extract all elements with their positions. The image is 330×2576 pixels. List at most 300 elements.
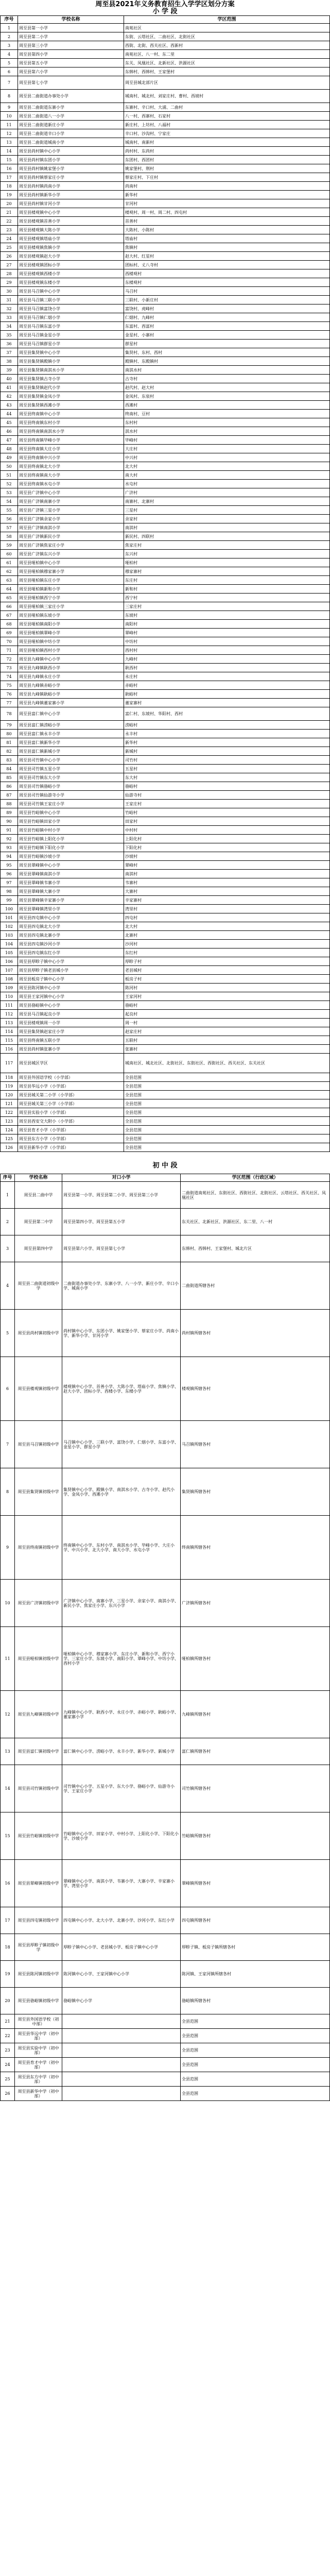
serial-cell: 17	[1, 173, 18, 182]
school-name-cell: 周至县广济镇南寨小学	[18, 497, 124, 506]
school-name-cell: 周至县九峰镇耿峪小学	[18, 690, 124, 699]
table-row	[1, 418, 330, 427]
school-name-cell: 周至县广济镇余家小学	[18, 515, 124, 523]
school-name-cell: 周至县二曲街道初级中学	[15, 1262, 62, 1310]
district-range-cell: 翠峰村	[124, 629, 330, 637]
serial-cell: 109	[1, 984, 18, 992]
school-name-cell: 周至县翠峰镇南淇小学	[18, 870, 124, 878]
district-range-cell: 耿西村	[124, 664, 330, 672]
serial-cell: 67	[1, 611, 18, 620]
district-range-cell: 西滩村	[124, 401, 330, 410]
district-range-cell: 哑柏村	[124, 558, 330, 567]
serial-cell: 53	[1, 488, 18, 497]
district-range-cell: 全县范围	[124, 1126, 330, 1134]
school-name-cell: 周至县司竹镇王家庄小学	[18, 800, 124, 808]
school-name-cell: 周至县尚村镇东团小学	[18, 156, 124, 164]
feeder-primary-cell: 竹峪镇中心小学、田家小学、中村小学、上阳化小学、下阳化小学、沙坡小学	[62, 1812, 181, 1860]
school-name-cell: 周至县第四小学	[18, 50, 124, 59]
school-name-cell: 周至县第五小学	[18, 59, 124, 67]
district-range-cell: 董家寨村	[124, 699, 330, 707]
table-row	[1, 773, 330, 782]
serial-cell: 91	[1, 826, 18, 835]
district-range-cell: 张寨村	[124, 1045, 330, 1054]
table-row	[1, 164, 330, 173]
serial-cell: 110	[1, 992, 18, 1001]
serial-cell: 16	[1, 1860, 15, 1907]
serial-cell: 26	[1, 2087, 15, 2101]
school-name-cell: 周至县楼观镇大陈小学	[18, 226, 124, 234]
table-row	[1, 121, 330, 129]
school-name-cell: 周至县翠峰镇辛家寨小学	[18, 896, 124, 905]
table-row	[1, 594, 330, 602]
serial-cell: 121	[1, 1099, 18, 1108]
school-name-cell: 周至县第三小学	[18, 41, 124, 50]
district-range-cell: 南寨村、北寨村	[124, 497, 330, 506]
feeder-primary-cell: 陈河镇中心小学、王家河镇中心小学	[62, 1961, 181, 1988]
school-name-cell: 周至县终南镇南淇水小学	[18, 427, 124, 436]
school-name-cell: 周至县实验小学（小学部）	[18, 1108, 124, 1117]
school-name-cell: 周至县东方中学（初中部）	[15, 2072, 62, 2087]
table-row	[1, 957, 330, 966]
district-range-cell: 西村村	[124, 646, 330, 655]
table-row	[1, 861, 330, 870]
serial-cell: 2	[1, 1209, 15, 1235]
feeder-primary-cell: 九峰镇中心小学、耿西小学、永庄小学、赤峪小学、耿峪小学、董家寨小学	[62, 1691, 181, 1738]
table-row	[1, 922, 330, 931]
table-row	[1, 585, 330, 594]
school-name-cell: 周至县哑柏镇东庄小学	[18, 576, 124, 585]
serial-cell: 36	[1, 340, 18, 348]
table-row	[1, 278, 330, 287]
district-range-cell: 东韩村、西韩村、王家堡村	[124, 67, 330, 76]
district-range-cell: 集贤村、东村、西村	[124, 348, 330, 357]
school-name-cell: 周至县竹峪镇上阳化小学	[18, 835, 124, 843]
district-range-cell: 全县范围	[124, 1143, 330, 1152]
table-row	[1, 1001, 330, 1010]
school-name-cell: 周至县尚村镇姚家堡小学	[18, 164, 124, 173]
table-row	[1, 800, 330, 808]
serial-cell: 98	[1, 887, 18, 896]
district-range-cell: 陈河镇、王家河镇所辖各村	[181, 1961, 330, 1988]
school-name-cell: 周至县富仁镇永丰小学	[18, 730, 124, 738]
serial-cell: 33	[1, 313, 18, 322]
table-row	[1, 173, 330, 182]
district-range-cell: 全县范围	[124, 1082, 330, 1091]
serial-cell: 51	[1, 471, 18, 480]
district-range-cell: 王家河村	[124, 992, 330, 1001]
school-name-cell: 周至县楼观镇首善小学	[18, 217, 124, 226]
serial-cell: 65	[1, 594, 18, 602]
district-range-cell: 城南村、城北村、刘家庄村、曹村、西坡村	[124, 90, 330, 103]
school-name-cell: 周至县尚村镇张寨小学	[18, 1045, 124, 1054]
district-range-cell: 翠峰镇所辖各村	[181, 1860, 330, 1907]
table-row	[1, 905, 330, 913]
district-range-cell: 广济村	[124, 488, 330, 497]
table-row	[1, 629, 330, 637]
district-range-cell: 新华村	[124, 738, 330, 747]
table-row	[1, 1143, 330, 1152]
district-range-cell: 九峰村	[124, 655, 330, 664]
school-name-cell: 周至县广济镇东兴小学	[18, 550, 124, 558]
table-row	[1, 366, 330, 375]
table-row	[1, 620, 330, 629]
table-row	[1, 436, 330, 445]
school-name-cell: 周至县哑柏镇新和小学	[18, 585, 124, 594]
school-name-cell: 周至县九峰镇中心小学	[18, 655, 124, 664]
school-name-cell: 周至县司竹镇中心小学	[18, 756, 124, 765]
table-row	[1, 138, 330, 147]
table-row	[1, 721, 330, 730]
school-name-cell: 周至县二曲街道辛口小学	[18, 129, 124, 138]
school-name-cell: 周至县东方小学（小学部）	[18, 1134, 124, 1143]
school-name-cell: 周至县四屯镇初级中学	[15, 1907, 62, 1934]
serial-cell: 117	[1, 1054, 18, 1073]
serial-cell: 7	[1, 1421, 15, 1468]
school-name-cell: 周至县终南镇毕峰小学	[18, 436, 124, 445]
district-range-cell: 中坊村	[124, 637, 330, 646]
table-row	[1, 948, 330, 957]
school-name-cell: 周至县第二小学	[18, 32, 124, 41]
table-row	[1, 637, 330, 646]
serial-cell: 50	[1, 462, 18, 471]
district-range-cell: 陈河村	[124, 984, 330, 992]
school-name-cell: 周至县陈河镇中心小学	[18, 984, 124, 992]
district-range-cell: 塔庙村	[124, 234, 330, 243]
serial-cell: 19	[1, 1961, 15, 1988]
primary-table-body	[1, 24, 330, 1152]
table-row	[1, 707, 330, 721]
table-row	[1, 646, 330, 655]
table-row	[1, 471, 330, 480]
table-row	[1, 199, 330, 208]
district-range-cell: 司竹镇所辖各村	[181, 1765, 330, 1812]
serial-cell: 21	[1, 2014, 15, 2029]
serial-cell: 30	[1, 287, 18, 296]
school-name-cell: 周至县二曲中学	[15, 1182, 62, 1209]
feeder-primary-cell: 哑柏镇中心小学、穆家寨小学、东庄小学、新和小学、西宁小学、三家庄小学、东坡小学、南阳小学、翠峰小学、中坊小学、西村小学	[62, 1627, 181, 1691]
school-name-cell: 周至县厚畛子镇中心小学	[18, 957, 124, 966]
school-name-cell: 周至县楼观镇初级中学	[15, 1357, 62, 1421]
table-row	[1, 1108, 330, 1117]
district-range-cell: 仙游寺村	[124, 791, 330, 800]
school-name-cell: 周至县竹峪镇初级中学	[15, 1812, 62, 1860]
table-row	[1, 1421, 330, 1468]
school-name-cell: 周至县富仁镇新城小学	[18, 747, 124, 756]
serial-cell: 56	[1, 515, 18, 523]
serial-cell: 25	[1, 2072, 15, 2087]
table-row	[1, 567, 330, 576]
serial-cell: 7	[1, 76, 18, 90]
serial-cell: 47	[1, 436, 18, 445]
table-row	[1, 506, 330, 515]
school-name-cell: 周至县富仁镇初级中学	[15, 1738, 62, 1765]
table-row	[1, 1019, 330, 1027]
district-range-cell: 上阳化村	[124, 835, 330, 843]
school-name-cell: 周至县二曲街道东寨小学	[18, 103, 124, 112]
table-row	[1, 664, 330, 672]
district-range-cell: 东关社区、北新社区、洪源社区、东二里、八一村	[181, 1209, 330, 1235]
serial-cell: 85	[1, 773, 18, 782]
table-row	[1, 103, 330, 112]
serial-cell: 39	[1, 366, 18, 375]
district-range-cell: 全县范围	[124, 1108, 330, 1117]
district-range-cell: 翠峰村	[124, 861, 330, 870]
table-row	[1, 1691, 330, 1738]
district-range-cell: 焦家庄村	[124, 541, 330, 550]
school-name-cell: 周至县富仁镇涝峪小学	[18, 721, 124, 730]
table-row	[1, 835, 330, 843]
primary-school-table	[0, 15, 330, 1152]
table-row	[1, 966, 330, 975]
table-row	[1, 843, 330, 852]
serial-cell: 93	[1, 843, 18, 852]
table-row	[1, 672, 330, 681]
table-row	[1, 217, 330, 226]
district-range-cell: 三星村	[124, 506, 330, 515]
table-row	[1, 992, 330, 1001]
school-name-cell: 周至县终南镇大庄小学	[18, 445, 124, 453]
school-name-cell: 周至县马召镇三联小学	[18, 296, 124, 304]
serial-cell: 52	[1, 480, 18, 488]
district-range-cell: 全县范围	[124, 1091, 330, 1099]
serial-cell: 59	[1, 541, 18, 550]
serial-cell: 22	[1, 2029, 15, 2043]
school-name-cell: 周至县四屯镇东红小学	[18, 948, 124, 957]
table-row	[1, 699, 330, 707]
school-name-cell: 周至县广济镇新民小学	[18, 532, 124, 541]
table-row	[1, 975, 330, 984]
serial-cell: 66	[1, 602, 18, 611]
district-range-cell: 竹峪村	[124, 808, 330, 817]
school-name-cell: 周至县马召镇金星小学	[18, 331, 124, 340]
serial-cell: 62	[1, 567, 18, 576]
serial-cell: 20	[1, 199, 18, 208]
school-name-cell: 周至县司竹镇东大小学	[18, 773, 124, 782]
table-row	[1, 410, 330, 418]
district-range-cell: 二曲街道所辖各村	[181, 1262, 330, 1310]
table-row	[1, 611, 330, 620]
feeder-primary-cell: 周至县第六小学、周至县第七小学	[62, 1235, 181, 1262]
district-range-cell: 王家庄村	[124, 800, 330, 808]
district-range-cell: 赵代村、赵大村	[124, 383, 330, 392]
district-range-cell: 东兴村	[124, 550, 330, 558]
feeder-primary-cell	[62, 2072, 181, 2087]
district-range-cell: 赤峪村	[124, 681, 330, 690]
school-name-cell: 周至县富仁镇中心小学	[18, 707, 124, 721]
district-range-cell: 起良村	[124, 1010, 330, 1019]
table-row	[1, 2072, 330, 2087]
table-row	[1, 1988, 330, 2014]
table-row	[1, 747, 330, 756]
district-range-cell: 四屯镇所辖各村	[181, 1907, 330, 1934]
serial-cell: 64	[1, 585, 18, 594]
district-range-cell: 尚村村、东尚村	[124, 147, 330, 156]
school-name-cell: 周至县哑柏镇东坡小学	[18, 611, 124, 620]
serial-cell: 3	[1, 41, 18, 50]
table-row	[1, 558, 330, 567]
school-name-cell: 周至县板房子镇中心小学	[18, 975, 124, 984]
district-range-cell: 全县范围	[181, 2087, 330, 2101]
serial-cell: 54	[1, 497, 18, 506]
school-name-cell: 周至县马召镇起良小学	[18, 1010, 124, 1019]
district-range-cell: 中村村	[124, 826, 330, 835]
serial-cell: 4	[1, 50, 18, 59]
serial-cell: 114	[1, 1027, 18, 1036]
district-range-cell: 辛口村、沙沟村、宁家庄	[124, 129, 330, 138]
district-range-cell: 淇水村	[124, 427, 330, 436]
school-name-cell: 周至县第六小学	[18, 67, 124, 76]
school-name-cell: 周至县四屯镇沙河小学	[18, 940, 124, 948]
district-range-cell: 周一村	[124, 1019, 330, 1027]
district-range-cell: 东庄村	[124, 576, 330, 585]
district-range-cell: 新和村	[124, 585, 330, 594]
table-row	[1, 515, 330, 523]
serial-cell: 27	[1, 261, 18, 269]
school-name-cell: 周至县哑柏镇中心小学	[18, 558, 124, 567]
table-row	[1, 1934, 330, 1961]
district-range-cell: 南淇水村	[124, 366, 330, 375]
feeder-primary-cell: 马召镇中心小学、三联小学、富饶小学、仁烟小学、东富小学、金星小学、群星小学	[62, 1421, 181, 1468]
feeder-primary-cell: 集贤镇中心小学、殿镇小学、南淇水小学、古寺小学、赵代小学、金凤小学、西滩小学	[62, 1468, 181, 1516]
district-range-cell: 富仁村、东坡村、华阳村、西村	[124, 707, 330, 721]
district-range-cell: 全县范围	[181, 2014, 330, 2029]
district-range-cell: 大寨村	[124, 887, 330, 896]
school-name-cell: 周至县集贤镇赵代小学	[18, 383, 124, 392]
serial-cell: 113	[1, 1019, 18, 1027]
school-name-cell: 周至县城关第二小学（小学部）	[18, 1091, 124, 1099]
district-range-cell: 首善村	[124, 217, 330, 226]
table-row	[1, 1209, 330, 1235]
serial-cell: 116	[1, 1045, 18, 1054]
school-name-cell: 周至县哑柏镇翠峰小学	[18, 629, 124, 637]
table-row	[1, 1134, 330, 1143]
feeder-primary-cell	[62, 2058, 181, 2072]
serial-cell: 18	[1, 182, 18, 191]
district-range-cell: 甘河村	[124, 199, 330, 208]
header-school-name: 学校名称	[18, 16, 124, 24]
school-name-cell: 周至县尚村镇甘河小学	[18, 199, 124, 208]
table-row	[1, 655, 330, 664]
serial-cell: 1	[1, 1182, 15, 1209]
table-row	[1, 523, 330, 532]
school-name-cell: 周至县广济镇初级中学	[15, 1580, 62, 1627]
district-range-cell: 尚村镇所辖各村	[181, 1310, 330, 1357]
table-row	[1, 1262, 330, 1310]
table-row	[1, 808, 330, 817]
serial-cell: 87	[1, 791, 18, 800]
serial-cell: 118	[1, 1073, 18, 1082]
feeder-primary-cell: 周至县第一小学、周至县第二小学、周至县第三小学	[62, 1182, 181, 1209]
district-range-cell: 骆峪村	[124, 1001, 330, 1010]
school-name-cell: 周至县城区学区	[18, 1054, 124, 1073]
district-range-cell: 中兴村	[124, 453, 330, 462]
district-range-cell: 骆峪镇所辖各村	[181, 1988, 330, 2014]
serial-cell: 71	[1, 646, 18, 655]
serial-cell: 76	[1, 690, 18, 699]
district-range-cell: 东关、凤凰社区、北新社区、洪源社区	[124, 59, 330, 67]
district-range-cell: 毕峰村	[124, 436, 330, 445]
serial-cell: 73	[1, 664, 18, 672]
table-row	[1, 940, 330, 948]
document-title-line2: 小 学 段	[152, 8, 178, 15]
school-name-cell: 周至县翠峰镇韦寨小学	[18, 878, 124, 887]
table-row	[1, 357, 330, 366]
serial-cell: 70	[1, 637, 18, 646]
table-row	[1, 765, 330, 773]
district-range-cell: 辛家寨村	[124, 896, 330, 905]
serial-cell: 126	[1, 1143, 18, 1152]
table-row	[1, 462, 330, 471]
feeder-primary-cell: 骆峪镇中心小学	[62, 1988, 181, 2014]
serial-cell: 125	[1, 1134, 18, 1143]
district-range-cell: 二曲街道南苑社区、东街社区、西街社区、北街社区、云塔社区、西关社区、凤凰社区	[181, 1182, 330, 1209]
serial-cell: 94	[1, 852, 18, 861]
serial-cell: 60	[1, 550, 18, 558]
school-name-cell: 周至县终南镇中心小学	[18, 410, 124, 418]
school-name-cell: 周至县楼观镇塔庙小学	[18, 234, 124, 243]
school-name-cell: 周至县哑柏镇西宁小学	[18, 594, 124, 602]
table-row	[1, 1357, 330, 1421]
table-row	[1, 1580, 330, 1627]
serial-cell: 25	[1, 243, 18, 252]
school-name-cell: 周至县尚村镇新华小学	[18, 191, 124, 199]
district-range-cell: 东街、云塔社区、二曲社区、北街社区	[124, 32, 330, 41]
district-range-cell: 周至县城北部片区	[124, 76, 330, 90]
feeder-primary-cell: 二曲街道办事处小学、东寨小学、八一小学、新庄小学、辛口小学、城南小学	[62, 1262, 181, 1310]
serial-cell: 24	[1, 234, 18, 243]
school-name-cell: 周至县四屯镇中心小学	[18, 913, 124, 922]
table-row	[1, 287, 330, 296]
serial-cell: 20	[1, 1988, 15, 2014]
serial-cell: 108	[1, 975, 18, 984]
serial-cell: 6	[1, 67, 18, 76]
table-row	[1, 1765, 330, 1812]
table-row	[1, 67, 330, 76]
serial-cell: 63	[1, 576, 18, 585]
school-name-cell: 周至县富仁镇新华小学	[18, 738, 124, 747]
district-range-cell: 焦镇村	[124, 243, 330, 252]
school-name-cell: 周至县终南镇南大小学	[18, 471, 124, 480]
serial-cell: 40	[1, 375, 18, 383]
serial-cell: 43	[1, 401, 18, 410]
serial-cell: 38	[1, 357, 18, 366]
table-row	[1, 304, 330, 313]
serial-cell: 102	[1, 922, 18, 931]
serial-cell: 15	[1, 1812, 15, 1860]
serial-cell: 90	[1, 817, 18, 826]
serial-cell: 72	[1, 655, 18, 664]
middle-header-row	[1, 1174, 330, 1182]
table-row	[1, 497, 330, 506]
school-name-cell: 周至县竹峪镇田家小学	[18, 817, 124, 826]
district-range-cell: 广济镇所辖各村	[181, 1580, 330, 1627]
serial-cell: 10	[1, 1580, 15, 1627]
table-row	[1, 112, 330, 121]
school-name-cell: 周至县楼观镇东楼小学	[18, 278, 124, 287]
district-range-cell: 沙河村	[124, 940, 330, 948]
district-range-cell: 新庄村、上坊村、八福村	[124, 121, 330, 129]
table-row	[1, 1738, 330, 1765]
district-range-cell: 田家村	[124, 817, 330, 826]
school-name-cell: 周至县西安交大附小（小学部）	[18, 1117, 124, 1126]
serial-cell: 41	[1, 383, 18, 392]
district-range-cell: 东红村	[124, 948, 330, 957]
serial-cell: 123	[1, 1117, 18, 1126]
table-row	[1, 41, 330, 50]
serial-cell: 48	[1, 445, 18, 453]
district-range-cell: 余家村	[124, 515, 330, 523]
middle-school-table	[0, 1174, 330, 2101]
